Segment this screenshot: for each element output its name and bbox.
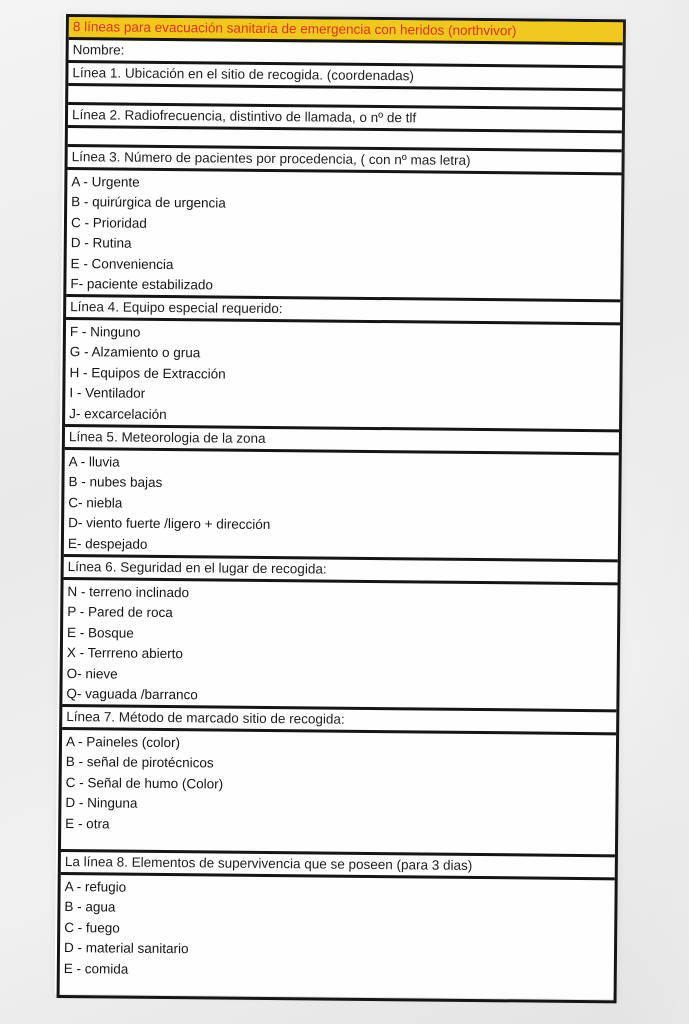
list-item: I - Ventilador <box>69 385 146 401</box>
list-item: A - Urgente <box>71 174 140 190</box>
list-item: D- viento fuerte /ligero + dirección <box>68 515 271 533</box>
list-item: F- paciente estabilizado <box>70 276 214 293</box>
name-label: Nombre: <box>69 40 623 68</box>
line5-options <box>64 450 619 562</box>
list-item: O- nieve <box>66 665 118 682</box>
line7-options <box>61 730 616 857</box>
evacuation-form <box>57 14 626 1003</box>
line7-header: Línea 7. Método de marcado sitio de recogida: <box>62 707 616 735</box>
form-title: 8 líneas para evacuación sanitaria de emergencia con heridos (northvivor) <box>69 17 623 45</box>
list-item: E- despejado <box>67 535 148 552</box>
list-item: Q- vaguada /barranco <box>66 686 198 703</box>
list-item: C - Señal de humo (Color) <box>65 774 224 792</box>
list-item: A - lluvia <box>68 454 120 470</box>
line3-options <box>66 170 621 302</box>
list-item: E - Conveniencia <box>70 255 174 272</box>
list-item: B - nubes bajas <box>68 474 163 491</box>
list-item: C - Prioridad <box>70 214 147 231</box>
list-item: P - Pared de roca <box>67 604 173 621</box>
line2-header: Línea 2. Radiofrecuencia, distintivo de llamada, o nº de tlf <box>68 105 622 133</box>
list-item: N - terreno inclinado <box>67 584 190 601</box>
line5-header: Línea 5. Meteorologia de la zona <box>65 427 619 455</box>
photo-glare <box>619 0 689 1024</box>
line4-options <box>65 320 620 432</box>
line6-options <box>62 580 617 712</box>
list-item: G - Alzamiento o grua <box>69 344 201 361</box>
line8-options <box>60 875 615 1000</box>
line1-header: Línea 1. Ubicación en el sitio de recogida. (coordenadas) <box>68 63 622 91</box>
list-item: D - Rutina <box>70 235 132 251</box>
list-item: F - Ninguno <box>69 324 141 340</box>
list-item: D - material sanitario <box>63 940 189 957</box>
list-item: E - Bosque <box>66 624 134 641</box>
line8-header: La línea 8. Elementos de supervivencia que se poseen (para 3 dias) <box>61 852 615 880</box>
evacuation-form-sheet <box>55 14 626 999</box>
line3-header: Línea 3. Número de pacientes por procedencia, ( con nº mas letra) <box>68 147 622 175</box>
list-item: J- excarcelación <box>69 405 167 422</box>
list-item: B - quirúrgica de urgencia <box>71 194 226 211</box>
list-item: E - comida <box>63 960 129 977</box>
list-item: D - Ninguna <box>65 795 138 811</box>
list-item: E - otra <box>65 815 110 832</box>
line6-header: Línea 6. Seguridad en el lugar de recogida: <box>64 557 618 585</box>
list-item: X - Terrreno abierto <box>66 645 183 662</box>
list-item: A - refugio <box>64 879 127 895</box>
list-item: C - fuego <box>64 919 120 936</box>
list-item: B - agua <box>64 899 116 915</box>
line4-header: Línea 4. Equipo especial requerido: <box>66 297 620 325</box>
list-item: C- niebla <box>68 494 123 511</box>
list-item: B - señal de pirotécnicos <box>65 754 214 771</box>
list-item: A - Paineles (color) <box>65 734 181 751</box>
list-item: H - Equipos de Extracción <box>69 364 226 382</box>
